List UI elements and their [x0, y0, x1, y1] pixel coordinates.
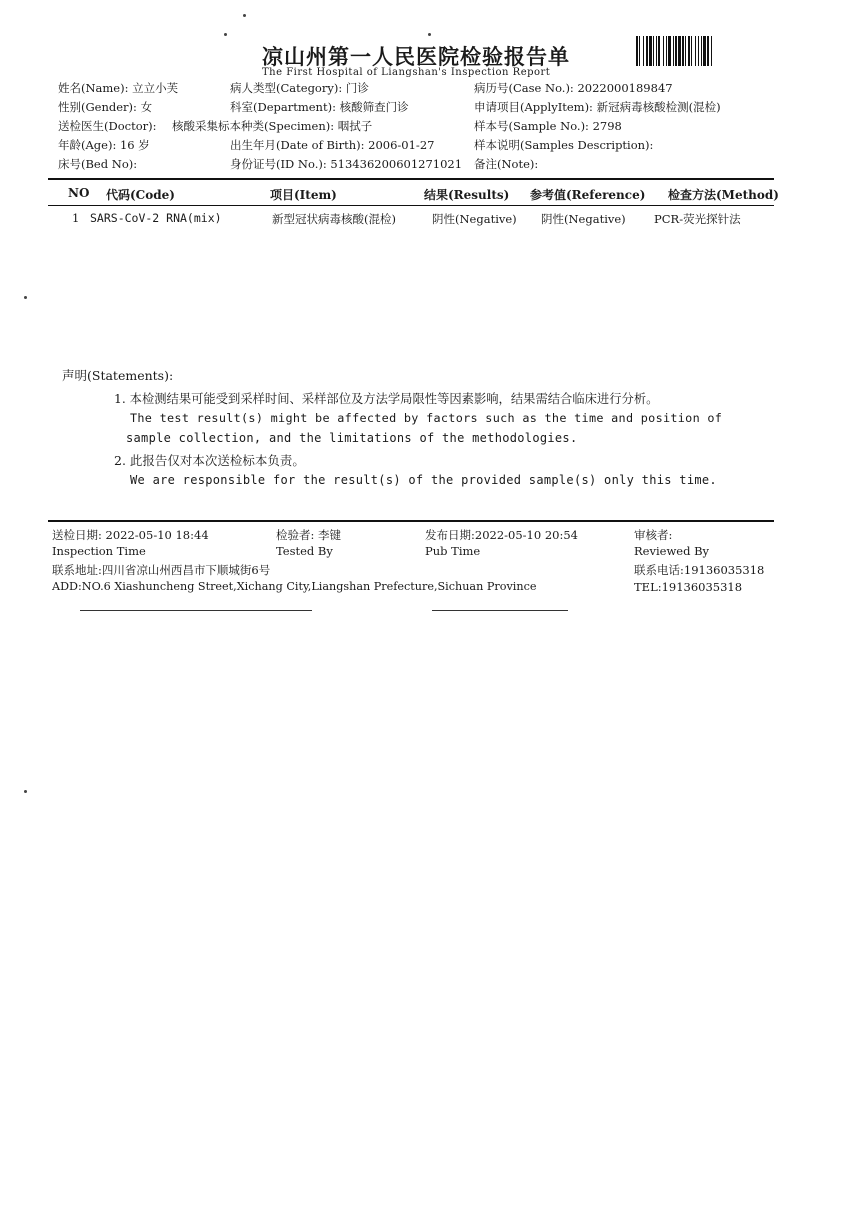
- sample-no: 样本号(Sample No.): 2798: [474, 119, 622, 133]
- table-header-rule: [48, 205, 774, 206]
- row-reference: 阴性(Negative): [541, 212, 626, 226]
- row-item: 新型冠状病毒核酸(混检): [272, 212, 396, 226]
- statement-1-en-b: sample collection, and the limitations of the methodologies.: [126, 431, 578, 445]
- address-en: ADD:NO.6 Xiashuncheng Street,Xichang City,Liangshan Prefecture,Sichuan Province: [52, 580, 537, 593]
- patient-doctor: 送检医生(Doctor):: [58, 119, 157, 133]
- report-title: 凉山州第一人民医院检验报告单: [262, 44, 570, 69]
- col-item: 项目(Item): [270, 188, 337, 202]
- col-no: NO: [68, 186, 90, 200]
- patient-name: 姓名(Name): 立立小芙: [58, 81, 179, 95]
- statement-heading: 声明(Statements):: [62, 368, 174, 383]
- sample-description: 样本说明(Samples Description):: [474, 138, 654, 152]
- patient-birth: 出生年月(Date of Birth): 2006-01-27: [230, 138, 435, 152]
- reviewed-by-label-en: Reviewed By: [634, 544, 710, 558]
- phone-cn: 联系电话:19136035318: [634, 563, 765, 577]
- patient-category: 病人类型(Category): 门诊: [230, 81, 369, 95]
- col-reference: 参考值(Reference): [530, 188, 646, 202]
- reviewed-by: 审核者:: [634, 528, 673, 542]
- row-method: PCR-荧光探针法: [654, 212, 741, 226]
- pub-time-label-en: Pub Time: [425, 544, 481, 558]
- patient-bed: 床号(Bed No):: [58, 157, 138, 171]
- col-method: 检查方法(Method): [668, 188, 779, 202]
- barcode-icon: [636, 36, 756, 66]
- scan-speck: [243, 14, 246, 17]
- patient-department: 科室(Department): 核酸筛查门诊: [230, 100, 409, 114]
- col-result: 结果(Results): [424, 188, 510, 202]
- table-top-rule: [48, 178, 774, 180]
- apply-item: 申请项目(ApplyItem): 新冠病毒核酸检测(混检): [474, 100, 721, 114]
- row-no: 1: [72, 211, 80, 225]
- scan-speck: [24, 790, 27, 793]
- statement-1: 1. 本检测结果可能受到采样时间、采样部位及方法学局限性等因素影响，结果需结合临床进行分析。: [114, 392, 659, 406]
- patient-id: 身份证号(ID No.): 513436200601271021: [230, 157, 463, 171]
- scan-speck: [224, 33, 227, 36]
- patient-specimen: 核酸采集标本种类(Specimen): 咽拭子: [172, 119, 373, 133]
- address-cn: 联系地址:四川省凉山州西昌市下顺城街6号: [52, 563, 271, 577]
- tested-by-label-en: Tested By: [276, 544, 333, 558]
- note: 备注(Note):: [474, 157, 539, 171]
- tested-by: 检验者: 李键: [276, 528, 342, 542]
- statement-2: 2. 此报告仅对本次送检标本负责。: [114, 453, 305, 468]
- statement-2-en: We are responsible for the result(s) of the provided sample(s) only this time.: [130, 473, 717, 487]
- phone-en: TEL:19136035318: [634, 580, 743, 594]
- footer-rule: [48, 520, 774, 522]
- inspection-time-label-en: Inspection Time: [52, 544, 146, 558]
- report-subtitle: The First Hospital of Liangshan's Inspection Report: [262, 67, 551, 78]
- signature-line-right: [432, 610, 568, 611]
- statement-1-en-a: The test result(s) might be affected by factors such as the time and position of: [130, 411, 723, 425]
- signature-line-left: [80, 610, 312, 611]
- pub-time: 发布日期:2022-05-10 20:54: [425, 528, 578, 542]
- patient-gender: 性别(Gender): 女: [58, 100, 153, 114]
- case-no: 病历号(Case No.): 2022000189847: [474, 81, 673, 95]
- row-result: 阴性(Negative): [432, 212, 517, 226]
- scan-speck: [24, 296, 27, 299]
- scan-speck: [428, 33, 431, 36]
- col-code: 代码(Code): [106, 188, 175, 202]
- row-code: SARS-CoV-2 RNA(mix): [90, 211, 222, 225]
- patient-age: 年龄(Age): 16 岁: [58, 138, 150, 152]
- inspection-time: 送检日期: 2022-05-10 18:44: [52, 528, 209, 542]
